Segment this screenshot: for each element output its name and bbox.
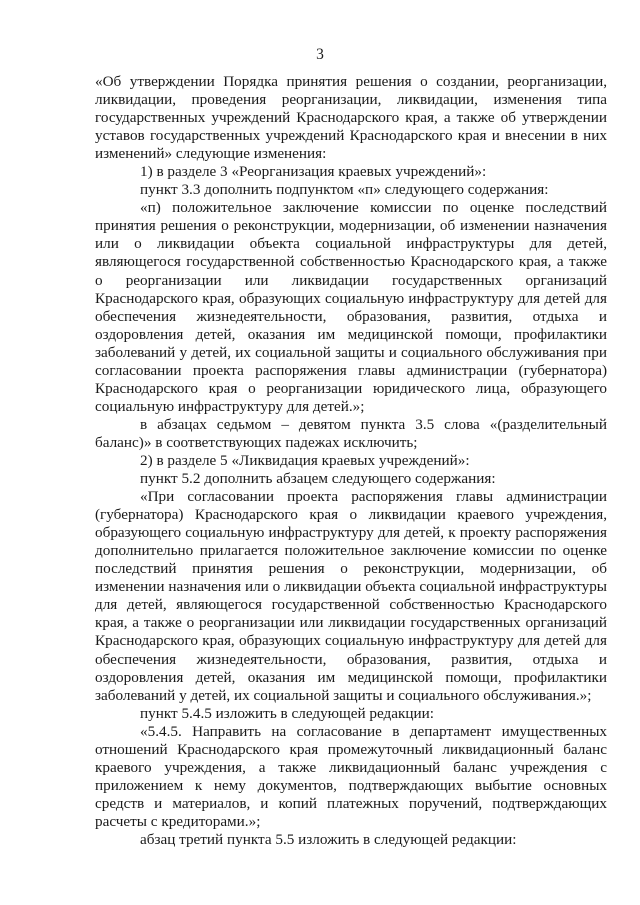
- paragraph-item-3-5: в абзацах седьмом – девятом пункта 3.5 слова «(разделительный баланс)» в соответствующих падежах исключить;: [95, 415, 607, 451]
- paragraph-section-5-heading: 2) в разделе 5 «Ликвидация краевых учреждений»:: [140, 451, 470, 469]
- paragraph-item-5-2-addition: «При согласовании проекта распоряжения главы администрации (губернатора) Краснодарского края о ликвидации краевого учреждения, образующего социальную инфраструктуру для детей, к проекту распоряжения дополнительно прилагается положительное заключение комиссии по оценке последствий принятия решения о реконструкции, модернизации, об изменении назначения или о ликвидации объекта социальной инфраструктуры для детей, являющегося государственной собственностью Краснодарского края, а также о реорганизации или ликвидации государственных организаций Краснодарского края, образующих социальную инфраструктуру для детей для обеспечения жизнедеятельности, образования, развития, отдыха и оздоровления детей, оказания им медицинской помощи, профилактики заболеваний у детей, их социальной защиты и социального обслуживания.»;: [95, 488, 607, 704]
- paragraph-section-3-heading: 1) в разделе 3 «Реорганизация краевых учреждений»:: [140, 163, 487, 181]
- document-body: [95, 73, 607, 849]
- paragraph-intro-continuation: «Об утверждении Порядка принятия решения о создании, реорганизации, ликвидации, проведения реорганизации, ликвидации, изменения типа государственных учреждений Краснодарского края, а также об утверждении уставов государственных учреждений Краснодарского края и внесении в них изменений» следующие изменения:: [95, 73, 607, 163]
- paragraph-item-5-4-5-text: «5.4.5. Направить на согласование в департамент имущественных отношений Краснодарского края промежуточный ликвидационный баланс краевого учреждения, а также ликвидационный баланс учреждения с приложением к нему документов, подтверждающих выбытие основных средств и материалов, и копий платежных поручений, подтверждающих расчеты с кредиторами.»;: [95, 722, 607, 830]
- paragraph-item-5-4-5: пункт 5.4.5 изложить в следующей редакции:: [140, 704, 434, 722]
- paragraph-item-5-2: пункт 5.2 дополнить абзацем следующего содержания:: [140, 470, 496, 488]
- paragraph-item-5-5: абзац третий пункта 5.5 изложить в следующей редакции:: [140, 830, 517, 848]
- paragraph-subitem-p: «п) положительное заключение комиссии по оценке последствий принятия решения о реконструкции, модернизации, об изменении назначения или о ликвидации объекта социальной инфраструктуры для детей, являющегося государственной собственностью Краснодарского края, а также о реорганизации или ликвидации государственных организаций Краснодарского края, образующих социальную инфраструктуру для детей для обеспечения жизнедеятельности, образования, развития, отдыха и оздоровления детей, оказания им медицинской помощи, профилактики заболеваний у детей, их социальной защиты и социального обслуживания при согласовании проекта распоряжения главы администрации (губернатора) Краснодарского края о реорганизации юридического лица, образующего социальную инфраструктуру для детей.»;: [95, 199, 607, 415]
- page-number: 3: [316, 46, 324, 63]
- paragraph-item-3-3: пункт 3.3 дополнить подпунктом «п» следующего содержания:: [140, 181, 549, 199]
